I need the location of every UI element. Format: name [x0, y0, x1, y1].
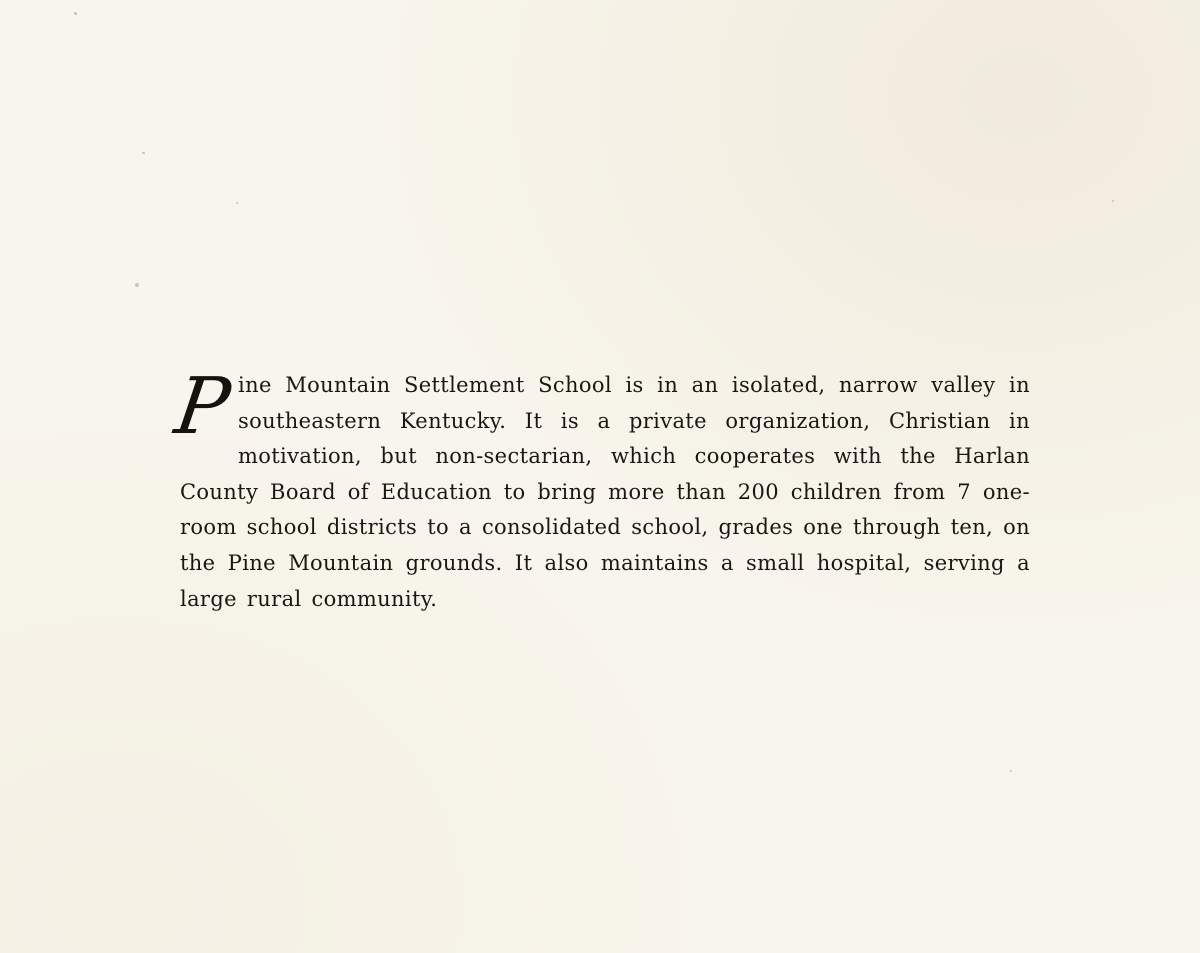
paper-speck — [142, 152, 145, 154]
paper-speck — [1010, 770, 1012, 772]
body-paragraph-block — [169, 362, 1030, 617]
body-paragraph: ine Mountain Settlement School is in an isolated, narrow valley in southeastern Kentucky. It is a private organization, Christian in motivation, but non-sectarian, which cooperates with the Harlan County Board of Education to bring more than 200 children from 7 one-room school districts to a consolidated school, grades one through ten, on the Pine Mountain grounds. It also maintains a small hospital, serving a large rural community. — [180, 373, 1030, 611]
drop-cap-letter: P — [169, 362, 236, 452]
paper-speck — [74, 12, 77, 15]
paper-speck — [1112, 200, 1114, 202]
paper-speck — [236, 202, 238, 204]
paper-speck — [135, 283, 139, 287]
